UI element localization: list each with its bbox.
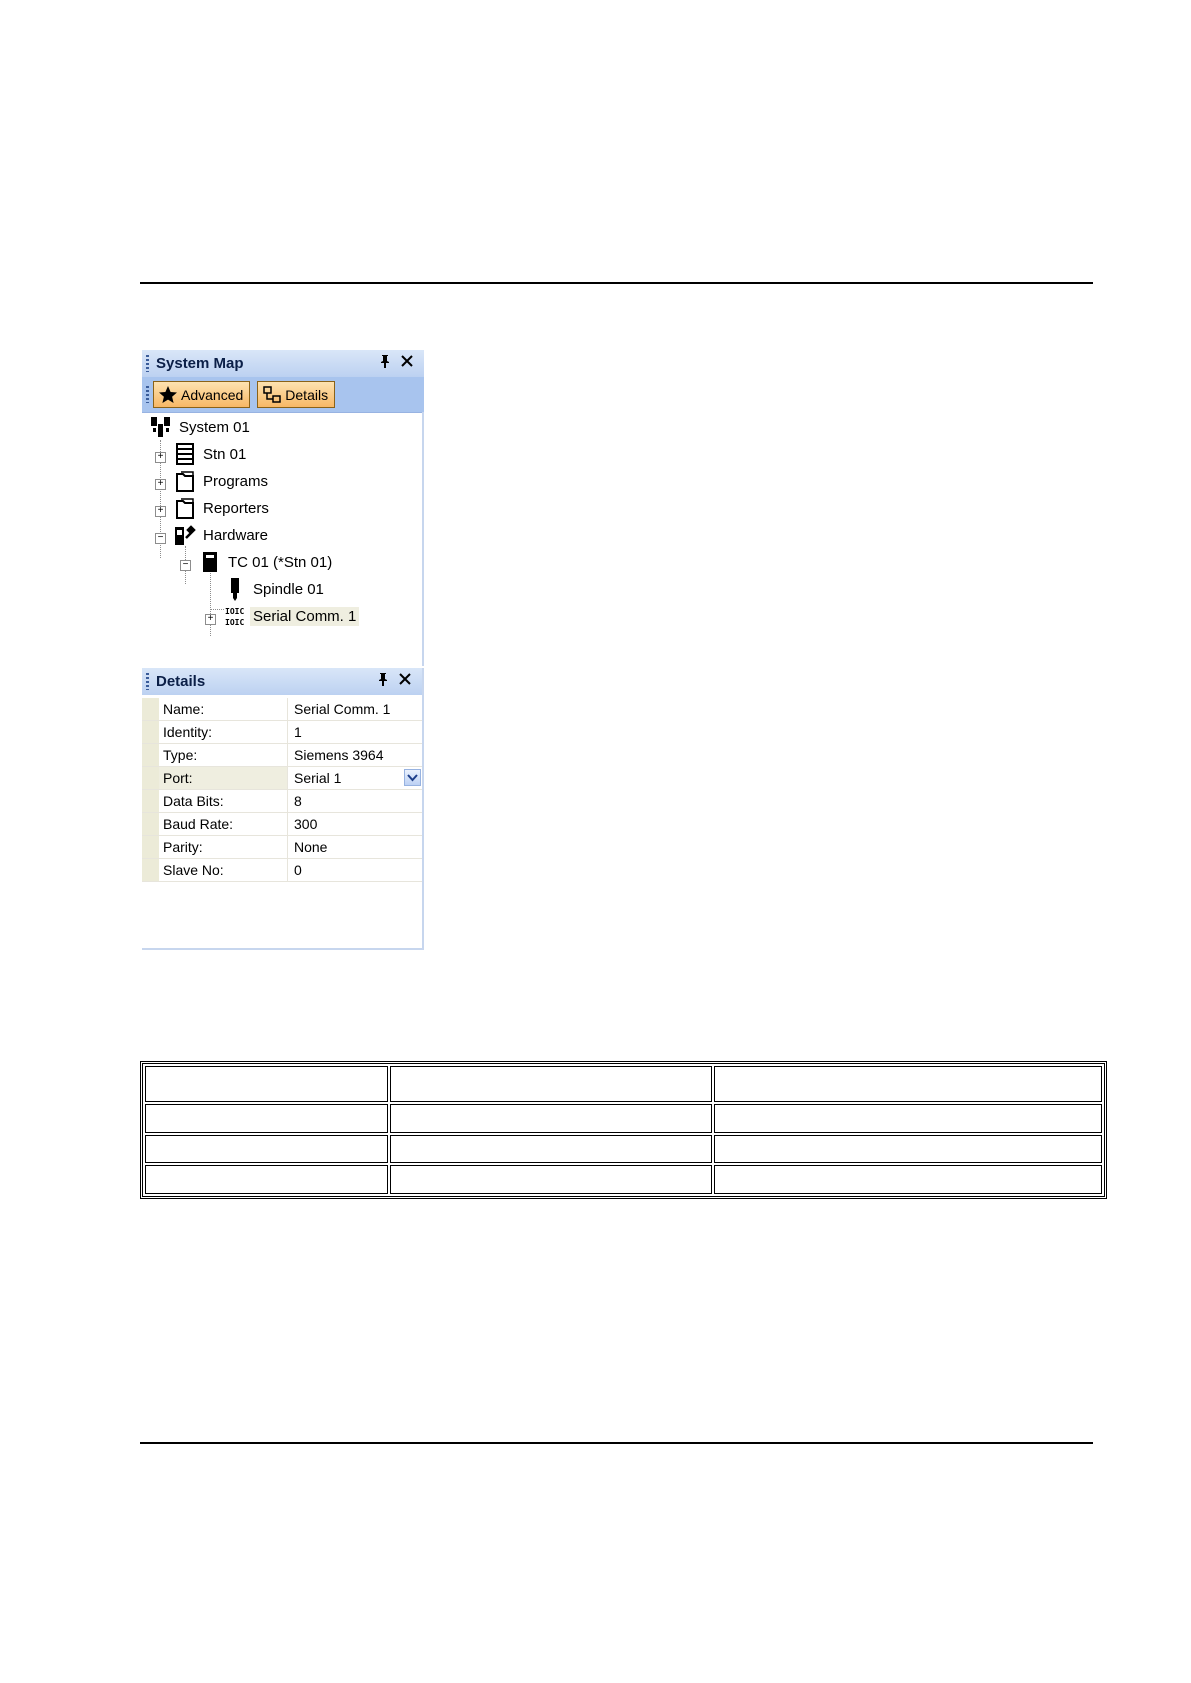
property-value[interactable]: Serial Comm. 1 bbox=[294, 701, 391, 717]
pin-icon[interactable] bbox=[376, 354, 394, 372]
expand-icon[interactable]: + bbox=[155, 452, 166, 463]
toolbar-grip-icon[interactable] bbox=[146, 386, 149, 403]
property-row-baud-rate[interactable] bbox=[142, 813, 422, 836]
serial-port-icon bbox=[224, 604, 246, 628]
spindle-icon bbox=[224, 577, 246, 601]
expand-icon[interactable]: + bbox=[155, 479, 166, 490]
property-value[interactable]: Siemens 3964 bbox=[294, 747, 384, 763]
tree-node-stn[interactable] bbox=[174, 442, 249, 466]
tree-label: Serial Comm. 1 bbox=[250, 607, 359, 626]
property-key: Data Bits: bbox=[159, 790, 288, 812]
system-map-titlebar[interactable] bbox=[142, 350, 424, 377]
tree-node-spindle[interactable] bbox=[224, 577, 327, 601]
footer-rule bbox=[140, 1442, 1093, 1444]
details-title: Details bbox=[156, 673, 206, 690]
table-cell bbox=[145, 1066, 388, 1102]
details-titlebar[interactable] bbox=[142, 668, 422, 695]
collapse-icon[interactable]: − bbox=[155, 533, 166, 544]
tree-node-tc[interactable] bbox=[199, 550, 335, 574]
property-key: Port: bbox=[159, 767, 288, 789]
table-cell bbox=[714, 1104, 1102, 1133]
property-value[interactable]: None bbox=[294, 839, 328, 855]
close-icon[interactable] bbox=[396, 672, 414, 690]
tree-label: Programs bbox=[203, 472, 269, 490]
details-button[interactable] bbox=[257, 381, 335, 408]
tree-connector bbox=[210, 570, 211, 636]
tree-label: Stn 01 bbox=[203, 445, 247, 463]
property-key: Identity: bbox=[159, 721, 288, 743]
details-icon bbox=[262, 385, 282, 405]
property-row-slave-no[interactable] bbox=[142, 859, 422, 882]
tree-node-reporters[interactable] bbox=[174, 496, 272, 520]
property-value[interactable]: 8 bbox=[294, 793, 302, 809]
table-cell bbox=[145, 1135, 388, 1164]
port-select[interactable] bbox=[288, 767, 422, 789]
property-key: Type: bbox=[159, 744, 288, 766]
advanced-label: Advanced bbox=[181, 386, 244, 403]
tree-node-programs[interactable] bbox=[174, 469, 271, 493]
table-cell bbox=[390, 1066, 712, 1102]
table-cell bbox=[145, 1165, 388, 1194]
property-value[interactable]: 1 bbox=[294, 724, 302, 740]
property-value[interactable]: 300 bbox=[294, 816, 318, 832]
system-map-title: System Map bbox=[156, 355, 244, 372]
property-key: Parity: bbox=[159, 836, 288, 858]
property-row-name[interactable] bbox=[142, 698, 422, 721]
header-rule bbox=[140, 282, 1093, 284]
system-tree bbox=[142, 412, 424, 666]
hardware-icon bbox=[174, 523, 196, 547]
tree-label: Spindle 01 bbox=[253, 580, 324, 598]
property-row-type[interactable] bbox=[142, 744, 422, 767]
table-cell bbox=[390, 1135, 712, 1164]
system-map-panel bbox=[142, 350, 424, 666]
system-map-toolbar bbox=[142, 377, 424, 413]
chevron-down-icon[interactable] bbox=[404, 769, 421, 786]
controller-icon bbox=[199, 550, 221, 574]
table-cell bbox=[714, 1066, 1102, 1102]
expand-icon[interactable]: + bbox=[205, 614, 216, 625]
property-row-parity[interactable] bbox=[142, 836, 422, 859]
tree-node-system[interactable] bbox=[150, 415, 253, 439]
property-key: Slave No: bbox=[159, 859, 288, 881]
drag-grip-icon[interactable] bbox=[146, 673, 149, 690]
table-cell bbox=[145, 1104, 388, 1133]
drag-grip-icon[interactable] bbox=[146, 355, 149, 372]
svg-text:IOIC: IOIC bbox=[225, 618, 245, 627]
document-table bbox=[140, 1061, 1107, 1199]
system-icon bbox=[150, 415, 172, 439]
property-key: Name: bbox=[159, 698, 288, 720]
details-panel bbox=[142, 668, 424, 950]
tree-label: Hardware bbox=[203, 526, 269, 544]
station-icon bbox=[174, 442, 196, 466]
port-select-value: Serial 1 bbox=[294, 770, 342, 786]
property-value[interactable]: 0 bbox=[294, 862, 302, 878]
details-label: Details bbox=[285, 386, 329, 403]
collapse-icon[interactable]: − bbox=[180, 560, 191, 571]
tree-label: TC 01 (*Stn 01) bbox=[228, 553, 333, 571]
table-cell bbox=[390, 1104, 712, 1133]
folder-icon bbox=[174, 469, 196, 493]
property-row-identity[interactable] bbox=[142, 721, 422, 744]
folder-icon bbox=[174, 496, 196, 520]
table-cell bbox=[714, 1135, 1102, 1164]
table-cell bbox=[390, 1165, 712, 1194]
star-icon bbox=[158, 385, 178, 405]
expand-icon[interactable]: + bbox=[155, 506, 166, 517]
property-row-data-bits[interactable] bbox=[142, 790, 422, 813]
tree-label: Reporters bbox=[203, 499, 269, 517]
tree-connector bbox=[210, 609, 224, 610]
property-key: Baud Rate: bbox=[159, 813, 288, 835]
tree-label: System 01 bbox=[179, 418, 250, 436]
svg-text:IOIC: IOIC bbox=[225, 607, 245, 616]
pin-icon[interactable] bbox=[374, 672, 392, 690]
tree-node-hardware[interactable] bbox=[174, 523, 271, 547]
property-row-port[interactable] bbox=[142, 767, 422, 790]
close-icon[interactable] bbox=[398, 354, 416, 372]
table-cell bbox=[714, 1165, 1102, 1194]
tree-node-serial[interactable] bbox=[224, 604, 359, 628]
property-grid bbox=[142, 698, 422, 882]
advanced-button[interactable] bbox=[153, 381, 250, 408]
